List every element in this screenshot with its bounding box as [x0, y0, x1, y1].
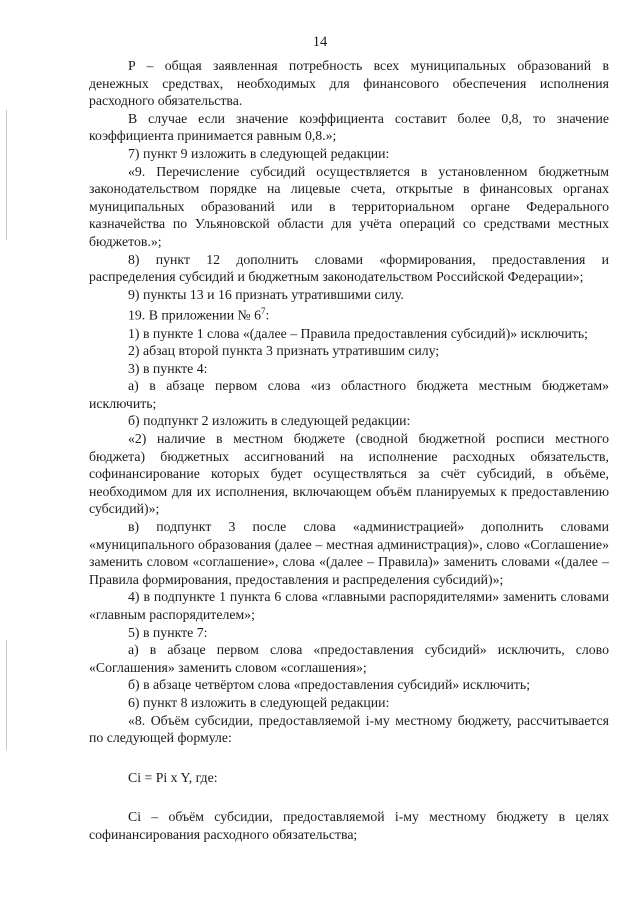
paragraph-text-suffix: :: [265, 307, 270, 323]
paragraph: P – общая заявленная потребность всех муниципальных образований в денежных средствах, необходимых для финансового обеспечения исполнения расходного обязательства.: [89, 58, 609, 109]
paragraph: «8. Объём субсидии, предоставляемой i-му местному бюджету, рассчитывается по следующей формуле:: [89, 712, 609, 746]
paragraph: а) в абзаце первом слова «предоставления субсидий» исключить, слово «Соглашения» заменить словом «соглашения»;: [89, 642, 609, 675]
page-number: 14: [312, 34, 328, 50]
paragraph: 9) пункты 13 и 16 признать утратившими силу.: [128, 286, 404, 302]
paragraph: 4) в подпункте 1 пункта 6 слова «главными распорядителями» заменить словами «главным распорядителем»;: [89, 589, 609, 622]
paragraph: 2) абзац второй пункта 3 признать утратившим силу;: [128, 343, 440, 359]
paragraph: 1) в пункте 1 слова «(далее – Правила предоставления субсидий)» исключить;: [128, 325, 588, 341]
paragraph-with-superscript: [89, 303, 609, 324]
document-body: [89, 57, 609, 844]
paragraph: 5) в пункте 7:: [128, 624, 208, 640]
paragraph: 7) пункт 9 изложить в следующей редакции:: [128, 145, 390, 161]
paragraph: «2) наличие в местном бюджете (сводной бюджетной росписи местного бюджета) бюджетных ассигнований на исполнение расходных обязательств, софинансирование которых будет осуществляться за счёт субсидий, в объёме, необходимом для их исполнения, включающем объём планируемых к предоставлению субсидий)»;: [89, 431, 609, 517]
paragraph: 3) в пункте 4:: [128, 360, 208, 376]
paragraph: в) подпункт 3 после слова «администрацией» дополнить словами «муниципального образования (далее – местная администрация)», слово «Соглашение» заменить словом «соглашение», слова «(далее – Правила)» заменить словами «(далее – Правила формирования, предоставления и распределения субсидий)»;: [89, 519, 609, 587]
scan-edge-mark-bottom: [6, 640, 7, 750]
paragraph: Ci – объём субсидии, предоставляемой i-му местному бюджету в целях софинансирования расходного обязательства;: [89, 809, 609, 842]
paragraph: б) подпункт 2 изложить в следующей редакции:: [128, 413, 411, 429]
paragraph-text: 19. В приложении № 6: [128, 307, 262, 323]
scan-edge-mark-top: [6, 110, 7, 240]
paragraph: а) в абзаце первом слова «из областного бюджета местным бюджетам» исключить;: [89, 378, 609, 411]
superscript-number: 7: [261, 306, 266, 317]
paragraph: 6) пункт 8 изложить в следующей редакции:: [128, 694, 390, 710]
paragraph: 8) пункт 12 дополнить словами «формирования, предоставления и распределения субсидий и бюджетным законодательством Российской Федерации»;: [89, 251, 609, 285]
paragraph: б) в абзаце четвёртом слова «предоставления субсидий» исключить;: [128, 677, 531, 693]
formula: Ci = Pi x Y, где:: [128, 769, 218, 785]
paragraph: «9. Перечисление субсидий осуществляется в установленном бюджетным законодательством порядке на лицевые счета, открытые в финансовых органах муниципальных образований или в территориальном органе Федерального казначейства по Ульяновской области для учёта операций со средствами местных бюджетов.»;: [89, 163, 609, 249]
paragraph: В случае если значение коэффициента составит более 0,8, то значение коэффициента принимается равным 0,8.»;: [89, 110, 609, 144]
